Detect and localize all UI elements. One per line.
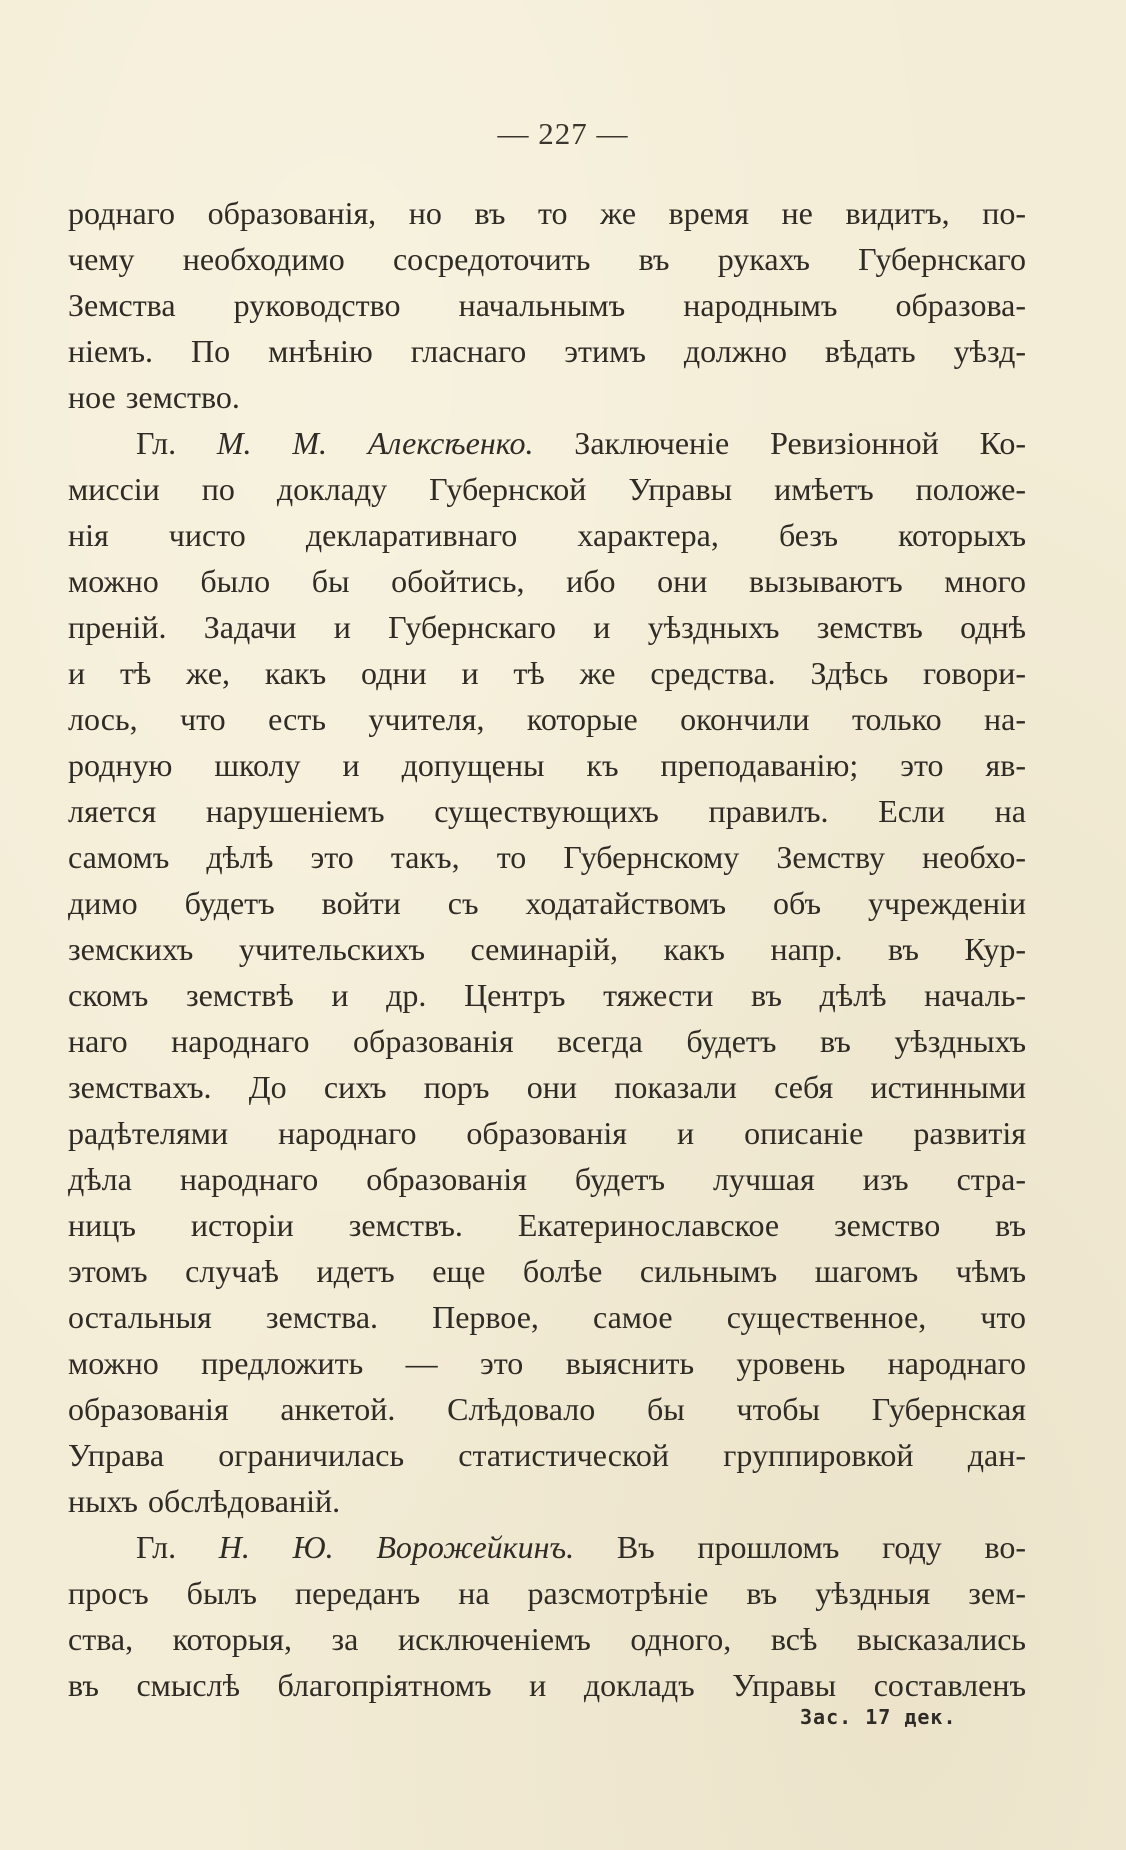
text-line: преній. Задачи и Губернскаго и уѣздныхъ земствъ однѣ [68, 609, 1026, 645]
text-line: ляется нарушеніемъ существующихъ правилъ. Если на [68, 793, 1026, 829]
text-line: можно предложить — это выяснить уровень народнаго [68, 1345, 1026, 1381]
text-line: ницъ исторіи земствъ. Екатеринославское земство въ [68, 1207, 1026, 1243]
text-line: земствахъ. До сихъ поръ они показали себя истинными [68, 1069, 1026, 1105]
text-line: наго народнаго образованія всегда будетъ въ уѣздныхъ [68, 1023, 1026, 1059]
text-line: земскихъ учительскихъ семинарій, какъ напр. въ Кур- [68, 931, 1026, 967]
speaker-line [68, 1524, 1026, 1570]
text-line: ное земство. [68, 379, 240, 415]
text-line: радѣтелями народнаго образованія и описаніе развитія [68, 1115, 1026, 1151]
session-note: Зас. 17 дек. [800, 1705, 957, 1729]
text-line: этомъ случаѣ идетъ еще болѣе сильнымъ шагомъ чѣмъ [68, 1253, 1026, 1289]
text-line: димо будетъ войти съ ходатайствомъ объ учрежденіи [68, 885, 1026, 921]
speaker-name: М. М. Алексѣенко. [216, 425, 534, 461]
text-line: можно было бы обойтись, ибо они вызываютъ много [68, 563, 1026, 599]
text-line: ныхъ обслѣдованій. [68, 1483, 341, 1519]
text-line: остальныя земства. Первое, самое существенное, что [68, 1299, 1026, 1335]
text-line: дѣла народнаго образованія будетъ лучшая изъ стра- [68, 1161, 1026, 1197]
text-line: нія чисто декларативнаго характера, безъ которыхъ [68, 517, 1026, 553]
text-line: Земства руководство начальнымъ народнымъ образова- [68, 287, 1026, 323]
speaker-prefix: Гл. [136, 425, 217, 461]
text-line: образованія анкетой. Слѣдовало бы чтобы Губернская [68, 1391, 1026, 1427]
speaker-prefix: Гл. [136, 1529, 219, 1565]
speaker-line-rest: Въ прошломъ году во- [574, 1529, 1027, 1565]
speaker-name: Н. Ю. Ворожейкинъ. [218, 1529, 575, 1565]
body-text [68, 190, 1026, 1708]
speaker-line-rest: Заключеніе Ревизіонной Ко- [533, 425, 1027, 461]
text-line: и тѣ же, какъ одни и тѣ же средства. Здѣсь говори- [68, 655, 1026, 691]
page-number: — 227 — [497, 116, 629, 151]
text-line: просъ былъ переданъ на разсмотрѣніе въ уѣздныя зем- [68, 1575, 1026, 1611]
text-line: самомъ дѣлѣ это такъ, то Губернскому Земству необхо- [68, 839, 1026, 875]
text-line: ніемъ. По мнѣнію гласнаго этимъ должно вѣдать уѣзд- [68, 333, 1026, 369]
text-line: лось, что есть учителя, которые окончили только на- [68, 701, 1026, 737]
text-line: родную школу и допущены къ преподаванію; это яв- [68, 747, 1026, 783]
text-line: чему необходимо сосредоточить въ рукахъ Губернскаго [68, 241, 1026, 277]
text-line: ства, которыя, за исключеніемъ одного, всѣ высказались [68, 1621, 1026, 1657]
text-line: въ смыслѣ благопріятномъ и докладъ Управы составленъ [68, 1667, 1026, 1703]
speaker-line [68, 420, 1026, 466]
text-line: роднаго образованія, но въ то же время не видитъ, по- [68, 195, 1026, 231]
text-line: миссіи по докладу Губернской Управы имѣетъ положе- [68, 471, 1026, 507]
text-line: скомъ земствѣ и др. Центръ тяжести въ дѣлѣ началь- [68, 977, 1026, 1013]
text-line: Управа ограничилась статистической группировкой дан- [68, 1437, 1026, 1473]
